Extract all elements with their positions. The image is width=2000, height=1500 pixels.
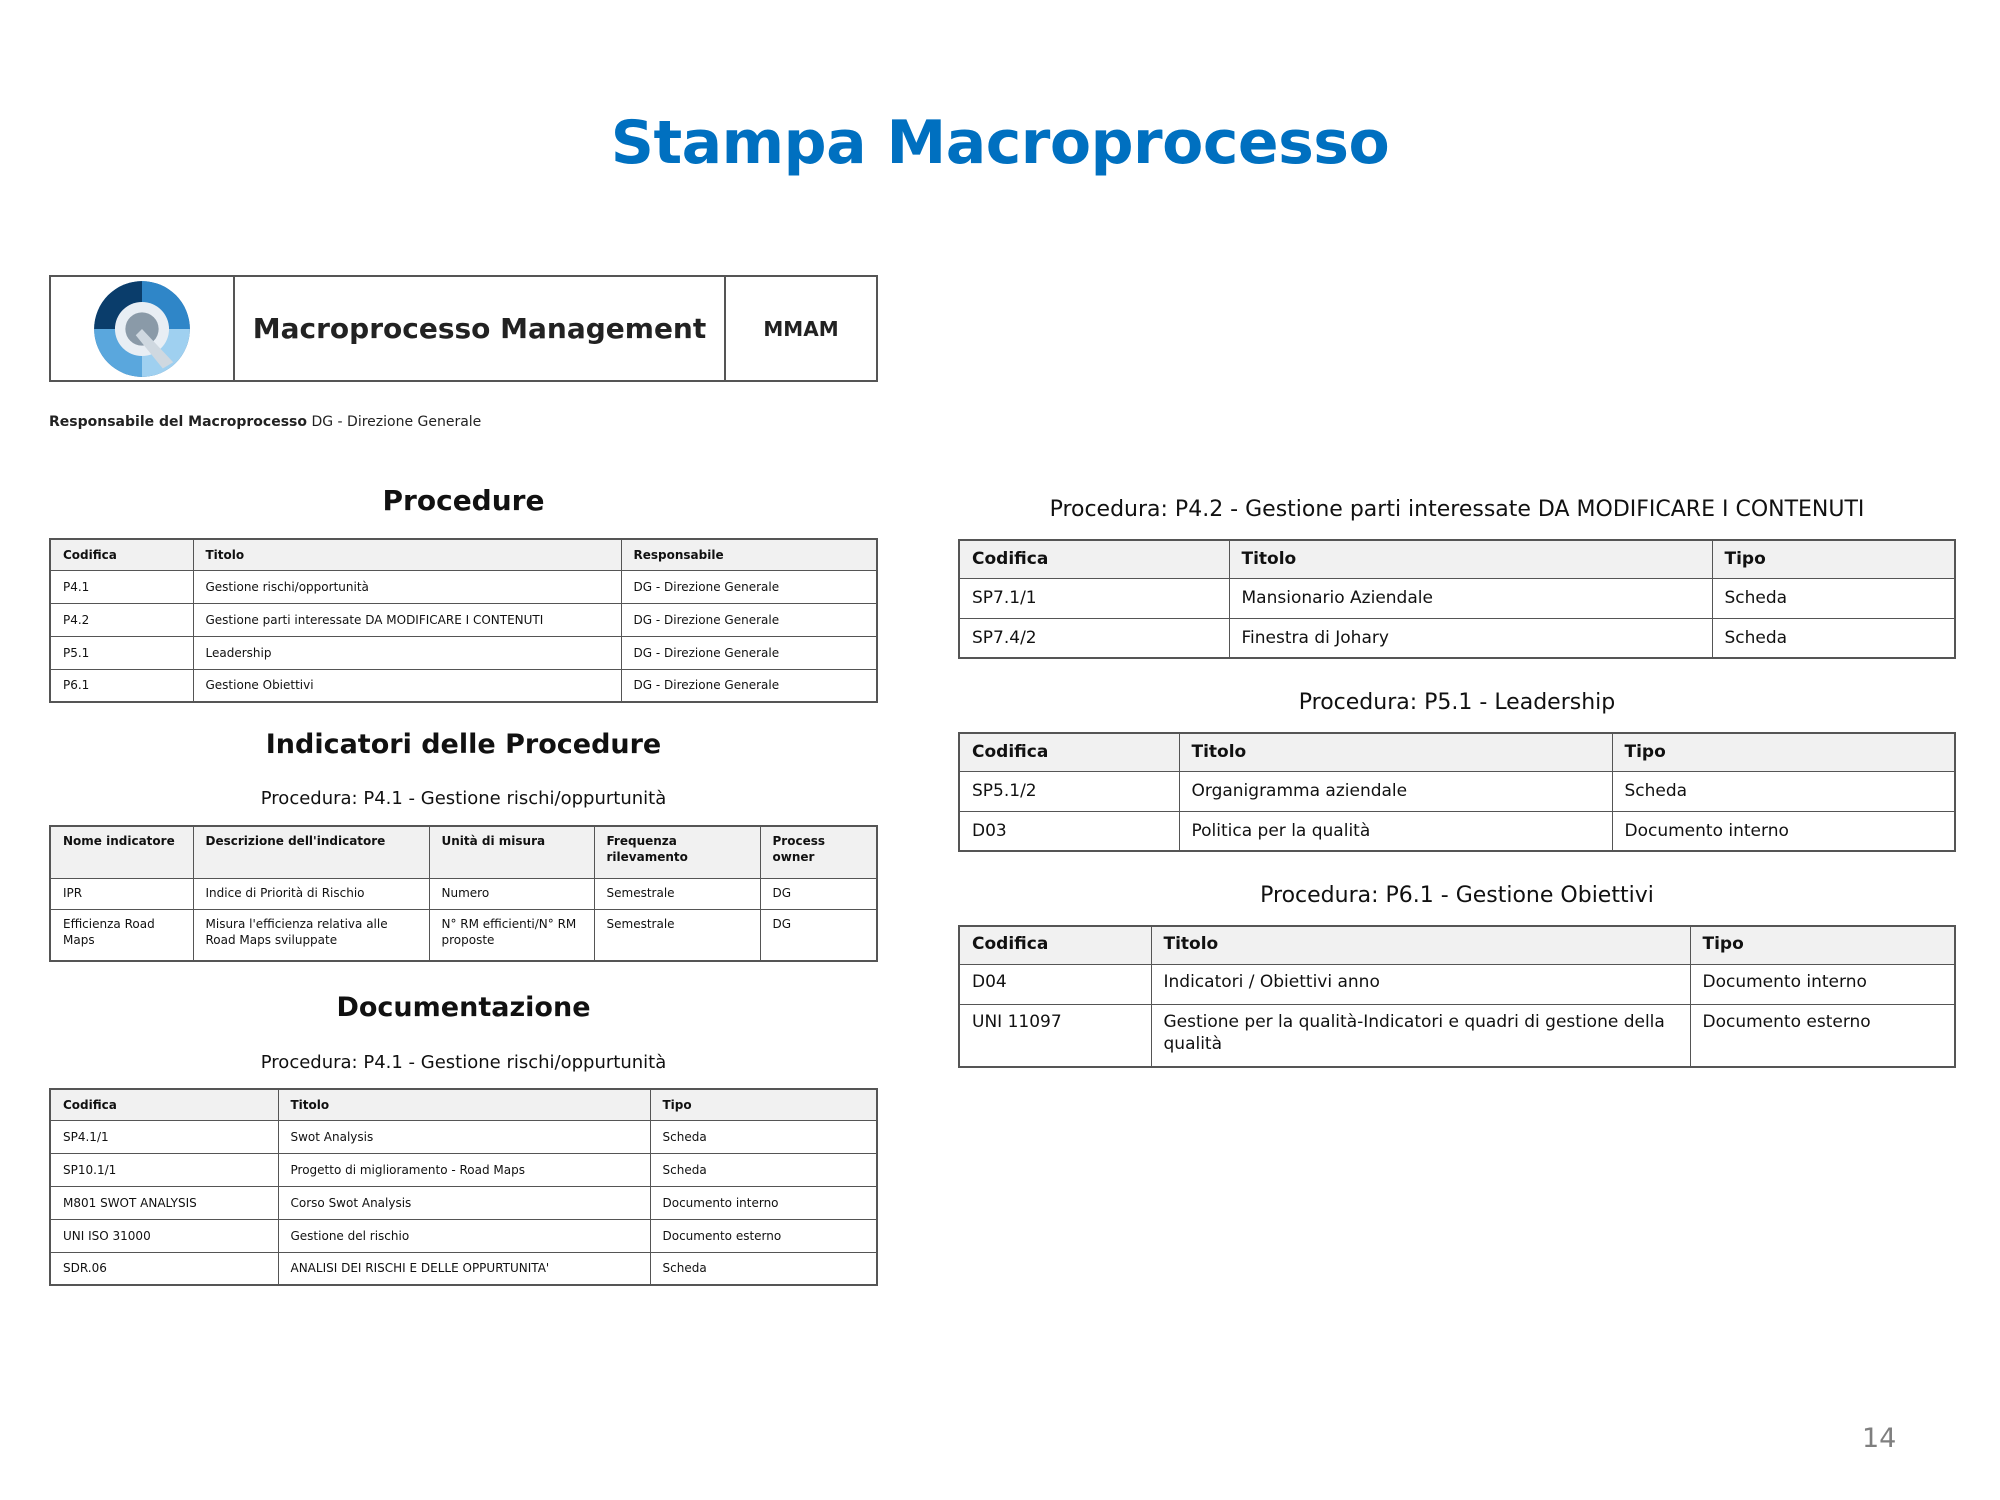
table-cell: Scheda xyxy=(1712,578,1955,618)
column-header: Titolo xyxy=(1179,733,1612,771)
table-cell: Misura l'efficienza relativa alle Road Maps sviluppate xyxy=(193,909,429,961)
table-cell: P4.2 xyxy=(50,603,193,636)
table-cell: ANALISI DEI RISCHI E DELLE OPPURTUNITA' xyxy=(278,1252,650,1285)
documentazione-table xyxy=(49,1088,878,1286)
macroprocess-name: Macroprocesso Management xyxy=(235,277,726,380)
column-header: Titolo xyxy=(1229,540,1712,578)
table-cell: D04 xyxy=(959,964,1151,1004)
table-cell: Documento interno xyxy=(1612,811,1955,851)
column-header: Tipo xyxy=(1712,540,1955,578)
p51-subtitle: Procedura: P5.1 - Leadership xyxy=(1298,690,1616,715)
column-header: Responsabile xyxy=(621,539,877,570)
procedure-table xyxy=(49,538,878,703)
column-header: Frequenza rilevamento xyxy=(594,826,760,878)
table-row xyxy=(959,578,1955,618)
table-cell: IPR xyxy=(50,878,193,909)
table-cell: P5.1 xyxy=(50,636,193,669)
column-header: Unità di misura xyxy=(429,826,594,878)
column-header: Codifica xyxy=(50,1089,278,1120)
column-header: Nome indicatore xyxy=(50,826,193,878)
indicatori-table xyxy=(49,825,878,962)
column-header: Titolo xyxy=(278,1089,650,1120)
table-cell: Progetto di miglioramento - Road Maps xyxy=(278,1153,650,1186)
table-cell: Semestrale xyxy=(594,878,760,909)
column-header: Codifica xyxy=(959,540,1229,578)
table-cell: UNI ISO 31000 xyxy=(50,1219,278,1252)
table-cell: Efficienza Road Maps xyxy=(50,909,193,961)
column-header: Tipo xyxy=(1690,926,1955,964)
table-row xyxy=(959,964,1955,1004)
table-row xyxy=(50,570,877,603)
table-row xyxy=(50,1252,877,1285)
indicatori-subtitle: Procedura: P4.1 - Gestione rischi/oppurtunità xyxy=(260,788,667,809)
table-cell: Gestione per la qualità-Indicatori e quadri di gestione della qualità xyxy=(1151,1004,1690,1067)
table-cell: SP7.1/1 xyxy=(959,578,1229,618)
table-row xyxy=(50,1186,877,1219)
table-row xyxy=(959,811,1955,851)
table-cell: SP4.1/1 xyxy=(50,1120,278,1153)
table-header-row xyxy=(959,926,1955,964)
table-cell: Numero xyxy=(429,878,594,909)
table-cell: Indicatori / Obiettivi anno xyxy=(1151,964,1690,1004)
table-cell: Documento interno xyxy=(650,1186,877,1219)
table-cell: Organigramma aziendale xyxy=(1179,771,1612,811)
table-cell: DG - Direzione Generale xyxy=(621,570,877,603)
table-cell: Gestione Obiettivi xyxy=(193,669,621,702)
table-row xyxy=(50,636,877,669)
table-cell: DG xyxy=(760,878,877,909)
table-cell: DG - Direzione Generale xyxy=(621,636,877,669)
p61-subtitle: Procedura: P6.1 - Gestione Obiettivi xyxy=(1260,883,1654,908)
column-header: Codifica xyxy=(959,926,1151,964)
column-header: Codifica xyxy=(50,539,193,570)
responsabile-label: Responsabile del Macroprocesso xyxy=(49,414,307,430)
table-cell: P6.1 xyxy=(50,669,193,702)
table-cell: DG - Direzione Generale xyxy=(621,669,877,702)
table-cell: Gestione parti interessate DA MODIFICARE I CONTENUTI xyxy=(193,603,621,636)
table-row xyxy=(50,669,877,702)
column-header: Titolo xyxy=(1151,926,1690,964)
table-cell: Scheda xyxy=(1712,618,1955,658)
p42-subtitle: Procedura: P4.2 - Gestione parti interessate DA MODIFICARE I CONTENUTI xyxy=(1049,497,1865,522)
table-header-row xyxy=(959,540,1955,578)
table-row xyxy=(959,1004,1955,1067)
table-cell: UNI 11097 xyxy=(959,1004,1151,1067)
table-cell: M801 SWOT ANALYSIS xyxy=(50,1186,278,1219)
company-logo-icon xyxy=(90,277,194,381)
table-row xyxy=(959,771,1955,811)
column-header: Tipo xyxy=(1612,733,1955,771)
macroprocess-header xyxy=(49,275,878,382)
table-header-row xyxy=(959,733,1955,771)
page-number: 14 xyxy=(1862,1423,1897,1454)
table-cell: N° RM efficienti/N° RM proposte xyxy=(429,909,594,961)
table-row xyxy=(50,1153,877,1186)
table-header-row xyxy=(50,826,877,878)
table-row xyxy=(50,878,877,909)
p42-table xyxy=(958,539,1956,659)
table-header-row xyxy=(50,1089,877,1120)
table-cell: Finestra di Johary xyxy=(1229,618,1712,658)
logo-cell xyxy=(51,277,235,380)
table-cell: SP10.1/1 xyxy=(50,1153,278,1186)
column-header: Process owner xyxy=(760,826,877,878)
table-cell: DG xyxy=(760,909,877,961)
documentazione-subtitle: Procedura: P4.1 - Gestione rischi/oppurtunità xyxy=(260,1052,667,1073)
table-cell: Scheda xyxy=(650,1153,877,1186)
column-header: Codifica xyxy=(959,733,1179,771)
table-row xyxy=(50,909,877,961)
table-cell: Leadership xyxy=(193,636,621,669)
table-row xyxy=(50,603,877,636)
table-cell: SP7.4/2 xyxy=(959,618,1229,658)
table-cell: Scheda xyxy=(650,1120,877,1153)
table-row xyxy=(50,1120,877,1153)
table-cell: Documento esterno xyxy=(650,1219,877,1252)
table-header-row xyxy=(50,539,877,570)
slide-title: Stampa Macroprocesso xyxy=(610,108,1390,178)
table-cell: SP5.1/2 xyxy=(959,771,1179,811)
table-cell: Scheda xyxy=(650,1252,877,1285)
table-cell: Documento interno xyxy=(1690,964,1955,1004)
column-header: Titolo xyxy=(193,539,621,570)
table-cell: P4.1 xyxy=(50,570,193,603)
table-cell: DG - Direzione Generale xyxy=(621,603,877,636)
table-cell: Scheda xyxy=(1612,771,1955,811)
table-row xyxy=(50,1219,877,1252)
table-cell: Corso Swot Analysis xyxy=(278,1186,650,1219)
column-header: Descrizione dell'indicatore xyxy=(193,826,429,878)
responsabile-line xyxy=(49,414,481,430)
column-header: Tipo xyxy=(650,1089,877,1120)
documentazione-title: Documentazione xyxy=(336,992,591,1023)
macroprocess-code: MMAM xyxy=(763,316,839,341)
table-cell: Gestione del rischio xyxy=(278,1219,650,1252)
procedure-title: Procedure xyxy=(382,484,545,517)
responsabile-value: DG - Direzione Generale xyxy=(311,414,482,430)
indicatori-title: Indicatori delle Procedure xyxy=(265,729,662,760)
table-row xyxy=(959,618,1955,658)
table-cell: SDR.06 xyxy=(50,1252,278,1285)
table-cell: Mansionario Aziendale xyxy=(1229,578,1712,618)
table-cell: Politica per la qualità xyxy=(1179,811,1612,851)
table-cell: Semestrale xyxy=(594,909,760,961)
table-cell: Documento esterno xyxy=(1690,1004,1955,1067)
table-cell: Indice di Priorità di Rischio xyxy=(193,878,429,909)
p51-table xyxy=(958,732,1956,852)
p61-table xyxy=(958,925,1956,1068)
table-cell: Gestione rischi/opportunità xyxy=(193,570,621,603)
table-cell: D03 xyxy=(959,811,1179,851)
table-cell: Swot Analysis xyxy=(278,1120,650,1153)
